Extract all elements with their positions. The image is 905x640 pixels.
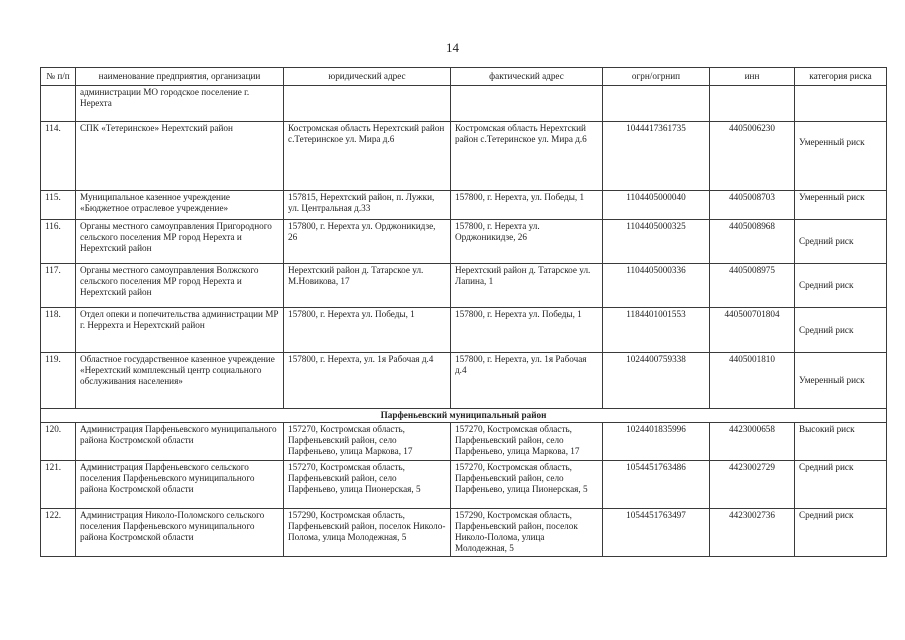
cell-num: 118. [41,308,76,353]
cell-actual-address: 157290, Костромская область, Парфеньевский район, поселок Николо-Полома, улица Молодежная, 5 [451,509,603,557]
table-row [41,353,887,409]
cell-ogrn [603,86,710,122]
cell-num [41,86,76,122]
table-row-continuation [41,86,887,122]
cell-inn: 4405006230 [710,122,795,191]
cell-num: 121. [41,461,76,509]
cell-ogrn: 1104405000040 [603,191,710,220]
cell-category: Средний риск [795,220,887,264]
cell-name: Областное государственное казенное учреждение «Нерехтский комплексный центр социального обслуживания населения» [76,353,284,409]
cell-inn: 4423002729 [710,461,795,509]
cell-legal-address: 157800, г. Нерехта ул. Победы, 1 [284,308,451,353]
cell-name: Администрация Парфеньевского сельского поселения Парфеньевского муниципального района Костромской области [76,461,284,509]
cell-num: 120. [41,423,76,461]
cell-category [795,86,887,122]
cell-legal-address: 157270, Костромская область, Парфеньевский район, село Парфеньево, улица Маркова, 17 [284,423,451,461]
cell-actual-address: 157800, г. Нерехта, ул. 1я Рабочая д.4 [451,353,603,409]
header-actual-address: фактический адрес [451,68,603,86]
cell-legal-address: 157800, г. Нерехта ул. Орджоникидзе, 26 [284,220,451,264]
cell-inn: 4405008968 [710,220,795,264]
cell-name: Органы местного самоуправления Волжского сельского поселения МР город Нерехта и Нерехтский район [76,264,284,308]
table-row [41,308,887,353]
cell-name: Отдел опеки и попечительства администрации МР г. Неррехта и Нерехтский район [76,308,284,353]
cell-inn: 4423000658 [710,423,795,461]
cell-legal-address: 157800, г. Нерехта, ул. 1я Рабочая д.4 [284,353,451,409]
cell-ogrn: 1104405000325 [603,220,710,264]
cell-actual-address: Костромская область Нерехтский район с.Тетеринское ул. Мира д.6 [451,122,603,191]
cell-name: СПК «Тетеринское» Нерехтский район [76,122,284,191]
table-row [41,264,887,308]
cell-category: Высокий риск [795,423,887,461]
table-header-row [41,68,887,86]
cell-legal-address: 157270, Костромская область, Парфеньевский район, село Парфеньево, улица Пионерская, 5 [284,461,451,509]
cell-num: 119. [41,353,76,409]
cell-name: администрации МО городское поселение г. Нерехта [76,86,284,122]
section-title: Парфеньевский муниципальный район [41,409,887,423]
cell-inn: 4423002736 [710,509,795,557]
cell-category: Средний риск [795,308,887,353]
cell-name: Органы местного самоуправления Пригородного сельского поселения МР город Нерехта и Нерехтский район [76,220,284,264]
cell-legal-address: 157815, Нерехтский район, п. Лужки, ул. Центральная д.33 [284,191,451,220]
cell-legal-address [284,86,451,122]
cell-category [795,122,887,191]
table-row [41,461,887,509]
cell-actual-address: Нерехтский район д. Татарское ул. Лапина, 1 [451,264,603,308]
table-row [41,509,887,557]
section-row [41,409,887,423]
header-legal-address: юридический адрес [284,68,451,86]
cell-ogrn: 1184401001553 [603,308,710,353]
cell-num: 122. [41,509,76,557]
cell-ogrn: 1044417361735 [603,122,710,191]
cell-num: 117. [41,264,76,308]
header-category: категория риска [795,68,887,86]
cell-name: Администрация Парфеньевского муниципального района Костромской области [76,423,284,461]
cell-ogrn: 1024401835996 [603,423,710,461]
category-text: Умеренный риск [799,137,865,148]
cell-ogrn: 1024400759338 [603,353,710,409]
cell-num: 114. [41,122,76,191]
cell-inn [710,86,795,122]
cell-inn: 4405008703 [710,191,795,220]
cell-actual-address: 157270, Костромская область, Парфеньевский район, село Парфеньево, улица Пионерская, 5 [451,461,603,509]
cell-actual-address: 157270, Костромская область, Парфеньевский район, село Парфеньево, улица Маркова, 17 [451,423,603,461]
cell-num: 116. [41,220,76,264]
table-row [41,191,887,220]
cell-legal-address: Костромская область Нерехтский район с.Тетеринское ул. Мира д.6 [284,122,451,191]
header-ogrn: огрн/огрнип [603,68,710,86]
header-inn: инн [710,68,795,86]
cell-inn: 4405008975 [710,264,795,308]
cell-name: Администрация Николо-Поломского сельского поселения Парфеньевского муниципального района Костромской области [76,509,284,557]
cell-num: 115. [41,191,76,220]
table-row [41,423,887,461]
cell-name: Муниципальное казенное учреждение «Бюджетное отраслевое учреждение» [76,191,284,220]
cell-ogrn: 1104405000336 [603,264,710,308]
cell-ogrn: 1054451763497 [603,509,710,557]
table-row [41,122,887,191]
cell-category: Средний риск [795,461,887,509]
cell-category: Умеренный риск [795,353,887,409]
cell-actual-address: 157800, г. Нерехта ул. Победы, 1 [451,308,603,353]
cell-actual-address [451,86,603,122]
cell-category: Средний риск [795,264,887,308]
enterprise-risk-table [40,67,887,557]
cell-category: Умеренный риск [795,191,887,220]
cell-actual-address: 157800, г. Нерехта ул. Орджоникидзе, 26 [451,220,603,264]
cell-ogrn: 1054451763486 [603,461,710,509]
cell-inn: 440500701804 [710,308,795,353]
header-name: наименование предприятия, организации [76,68,284,86]
cell-legal-address: Нерехтский район д. Татарское ул. М.Новикова, 17 [284,264,451,308]
table-row [41,220,887,264]
header-num: № п/п [41,68,76,86]
cell-actual-address: 157800, г. Нерехта, ул. Победы, 1 [451,191,603,220]
cell-legal-address: 157290, Костромская область, Парфеньевский район, поселок Николо-Полома, улица Молодежная, 5 [284,509,451,557]
cell-category: Средний риск [795,509,887,557]
cell-inn: 4405001810 [710,353,795,409]
page-number: 14 [446,40,459,55]
